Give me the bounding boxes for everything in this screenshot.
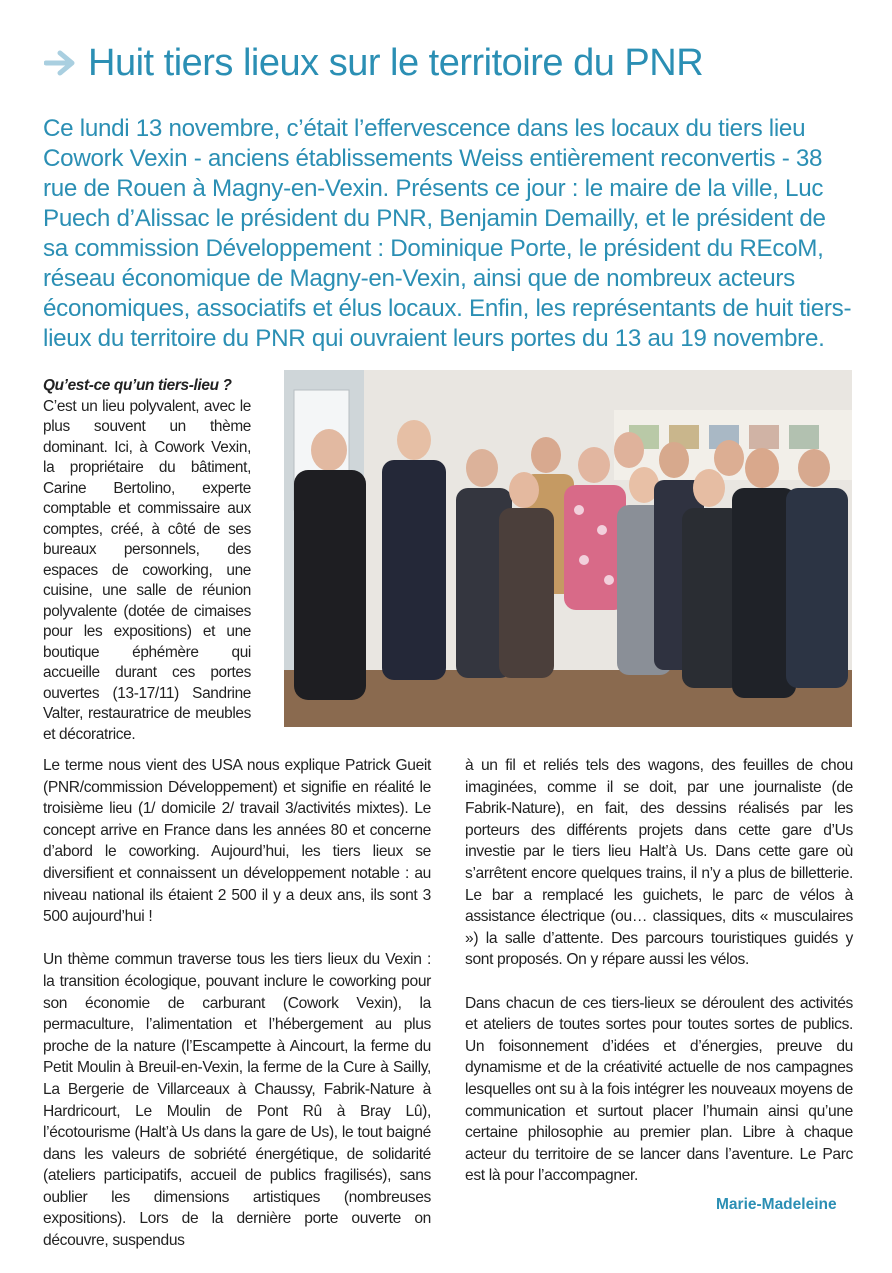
group-photo-illustration <box>284 370 852 727</box>
body-paragraph: Le terme nous vient des USA nous explique Patrick Gueit (PNR/commission Développement) et signifie en réalité le troisième lieu (1/ domicile 2/ travail 3/activités mixtes). Le concept arrive en France dans les années 80 et concerne d’abord le coworking. Aujourd’hui, les tiers lieux se diversifient et connaissent un développement notable : au niveau national ils étaient 2 500 il y a deux ans, ils sont 3 500 aujourd’hui ! <box>43 757 431 926</box>
sidebar-text: C’est un lieu polyvalent, avec le plus souvent un thème dominant. Ici, à Cowork Vexin, la propriétaire du bâtiment, Carine Bertolino, experte comptable et commissaire aux comptes, créé, à côté de ses bureaux personnels, des espaces de coworking, une cuisine, une salle de réunion polyvalente (dotée de cimaises pour les expositions) et une boutique éphémère qui accueille durant ces portes ouvertes (13-17/11) Sandrine Valter, restauratrice de meubles et décoratrice. <box>43 397 251 743</box>
sidebar-heading: Qu’est-ce qu’un tiers-lieu ? <box>43 377 232 394</box>
author-signature: Marie-Madeleine <box>716 1196 837 1213</box>
body-column-left <box>43 755 431 1273</box>
body-paragraph: Un thème commun traverse tous les tiers lieux du Vexin : la transition écologique, pouvant inclure le coworking pour son économie de carburant (Cowork Vexin), la permaculture, l’alimentation et l’hébergement au plus proche de la nature (l’Escampette à Aincourt, la ferme du Petit Moulin à Breuil-en-Vexin, la ferme de la Cure à Sailly, La Bergerie de Villarceaux à Chaussy, Fabrik-Nature à Hardricourt, Le Moulin de Pont Rû à Bray Lû), l’écotourisme (Halt’à Us dans la gare de Us), le tout baigné dans les valeurs de sobriété énergétique, de solidarité (ateliers participatifs, accueil de publics fragilisés), sans oublier les dimensions artistiques (nombreuses expositions). Lors de la dernière porte ouverte on découvre, suspendus <box>43 951 431 1250</box>
body-paragraph: Dans chacun de ces tiers-lieux se déroulent des activités et ateliers de toutes sortes pour toutes sortes de publics. Un foisonnement d’idées et d’énergies, preuve du dynamisme et de la créativité actuelle de nos campagnes lesquelles ont su à la fois intégrer les nouveaux moyens de communication et surtout placer l’humain ainsi qu’une certaine philosophie au premier plan. Libre à chaque acteur du territoire de se lancer dans l’aventure. Le Parc est là pour l’accompagner. <box>465 994 853 1185</box>
title-row <box>44 38 864 88</box>
body-paragraph: à un fil et reliés tels des wagons, des feuilles de chou imaginées, comme il se doit, par une journaliste (de Fabrik-Nature), en fait, des dessins réalisés par les porteurs des différents projets dans cette gare d’Us investie par le tiers lieu Halt’à Us. Dans cette gare où s’arrêtent encore quelques trains, il n’y a plus de billetterie. Le bar a remplacé les guichets, le parc de vélos à assistance électrique (ou… classiques, dits « musculaires ») la salle d’attente. Des parcours touristiques guidés y sont proposés. On y répare aussi les vélos. <box>465 757 853 969</box>
lead-paragraph: Ce lundi 13 novembre, c’était l’effervescence dans les locaux du tiers lieu Cowork Vexin - anciens établissements Weiss entièrement reconvertis - 38 rue de Rouen à Magny-en-Vexin. Présents ce jour : le maire de la ville, Luc Puech d’Alissac le président du PNR, Benjamin Demailly, et le président de sa commission Développement : Dominique Porte, le président du REcoM, réseau économique de Magny-en-Vexin, ainsi que de nombreux acteurs économiques, associatifs et élus locaux. Enfin, les représentants de huit tiers-lieux du territoire du PNR qui ouvraient leurs portes du 13 au 19 novembre. <box>43 115 852 352</box>
group-photo <box>284 370 852 727</box>
body-column-right <box>465 755 853 1208</box>
page-title: Huit tiers lieux sur le territoire du PNR <box>88 41 704 84</box>
arrow-right-icon <box>44 49 78 77</box>
sidebar-box <box>43 376 251 745</box>
